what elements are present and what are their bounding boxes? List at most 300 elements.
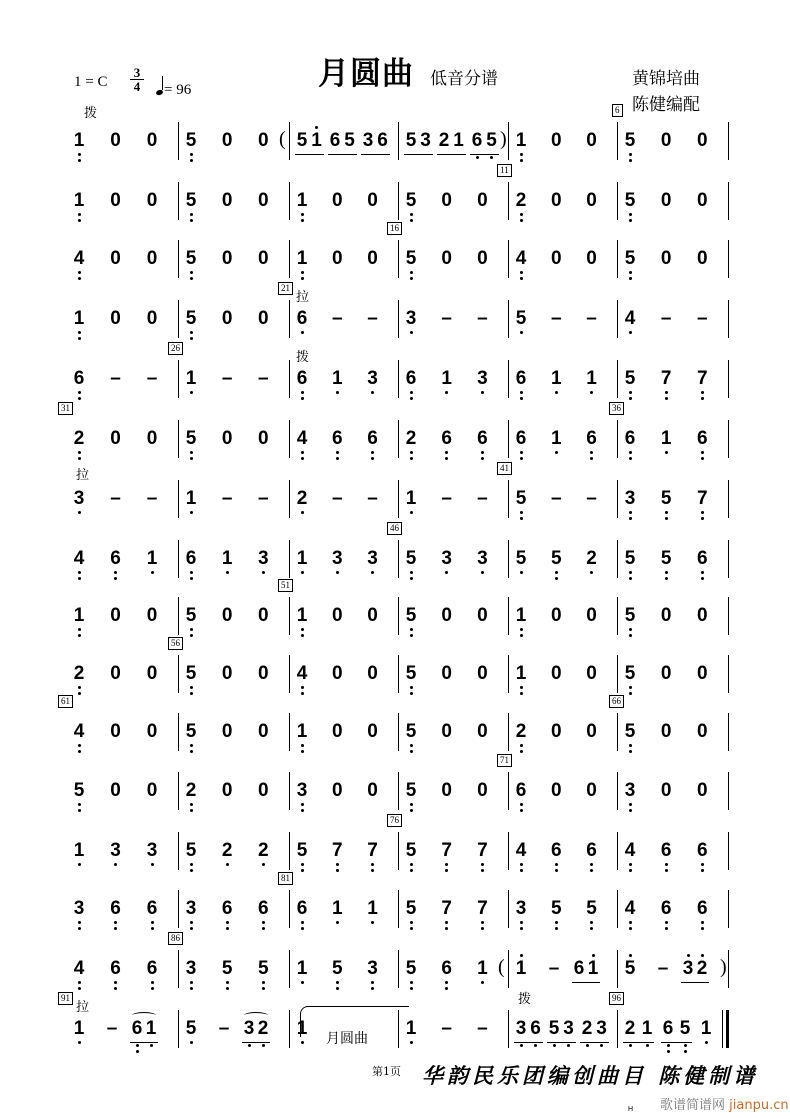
low-octave-dot [410,921,413,924]
measure-number: 6 [612,104,623,117]
open-paren: ( [498,956,505,978]
note: 6 [145,958,159,980]
note: 5 [547,1018,561,1040]
low-octave-dot [481,457,484,460]
note: 0 [696,721,708,742]
note: 6 [220,898,234,920]
low-octave-dot [301,277,304,280]
barline [398,360,399,398]
barline [728,950,729,988]
barline [508,480,509,518]
low-octave-dot [629,159,632,162]
barline [617,182,618,220]
barline [728,772,729,810]
barline [508,655,509,693]
note: 7 [475,840,489,862]
note: 6 [404,368,418,390]
note: 5 [184,190,198,212]
low-octave-dot [410,927,413,930]
low-octave-dot [520,803,523,806]
low-octave-dot [262,863,265,866]
note: 1 [514,958,528,980]
note: 2 [72,428,86,450]
note: 0 [586,663,597,684]
quarter-note-stem [162,76,163,90]
low-octave-dot [701,517,704,520]
key-signature: 1 = C [74,74,108,90]
low-octave-dot [629,511,632,514]
low-octave-dot [78,451,81,454]
low-octave-dot [520,869,523,872]
low-octave-dot [701,927,704,930]
low-octave-dot [301,219,304,222]
page-subtitle: 低音分谱 [430,69,498,89]
note: 5 [72,780,86,802]
dash-extension: – [331,488,343,509]
note: 1 [295,721,309,743]
barline [728,300,729,338]
low-octave-dot [629,1044,632,1047]
barline [289,240,290,278]
dash-extension: – [218,1018,230,1039]
note: 2 [438,130,450,151]
low-octave-dot [336,391,339,394]
eighth-beam [470,154,499,155]
note: 3 [475,548,489,570]
low-octave-dot [520,331,523,334]
note: 5 [549,898,563,920]
note: 5 [623,368,637,390]
low-octave-dot [190,271,193,274]
note: 0 [367,605,378,626]
note: 1 [184,488,198,510]
low-octave-dot [114,921,117,924]
low-octave-dot [520,511,523,514]
low-octave-dot [629,397,632,400]
bowing-marking: 拉 [296,290,310,305]
staff-row [0,638,790,715]
note: 0 [221,190,233,211]
low-octave-dot [301,457,304,460]
note: 5 [256,958,270,980]
note: 1 [699,1018,713,1040]
note: 1 [72,308,86,330]
close-paren: ) [720,956,727,978]
barline [617,1010,618,1048]
note: 1 [586,958,600,980]
dash-extension: – [221,368,233,389]
low-octave-dot [410,213,413,216]
note: 1 [72,130,86,152]
low-octave-dot [78,744,81,747]
note: 4 [72,248,86,270]
barline [728,480,729,518]
low-octave-dot [336,863,339,866]
barline [178,420,179,458]
note: 7 [440,840,454,862]
note: 0 [221,248,233,269]
note: 1 [144,1018,158,1040]
eighth-beam [328,154,357,155]
low-octave-dot [629,331,632,334]
low-octave-dot [190,451,193,454]
note: 0 [550,130,562,151]
low-octave-dot [701,921,704,924]
low-octave-dot [371,869,374,872]
barline [617,480,618,518]
low-octave-dot [665,927,668,930]
note: 0 [550,780,562,801]
low-octave-dot [336,987,339,990]
note: 6 [440,958,454,980]
low-octave-dot [190,159,193,162]
low-octave-dot [190,153,193,156]
barline [728,240,729,278]
low-octave-dot [190,577,193,580]
note: 3 [366,958,380,980]
low-octave-dot [629,634,632,637]
low-octave-dot [410,750,413,753]
low-octave-dot [262,927,265,930]
low-octave-dot [190,511,193,514]
slur [244,1012,268,1019]
note: 6 [329,130,341,151]
note: 3 [145,840,159,862]
barline [178,480,179,518]
barline [722,1010,723,1048]
low-octave-dot [629,686,632,689]
low-octave-dot [520,1044,523,1047]
measure-number: 96 [609,992,624,1005]
low-octave-dot [78,397,81,400]
low-octave-dot [190,803,193,806]
barline [289,890,290,928]
volta-label: 月圆曲 [326,1031,368,1047]
note: 0 [331,780,343,801]
note: 3 [362,130,374,151]
low-octave-dot [684,1050,687,1053]
note: 6 [377,130,388,151]
low-octave-dot [665,921,668,924]
low-octave-dot [667,1050,670,1053]
note: 6 [330,428,344,450]
low-octave-dot [226,921,229,924]
low-octave-dot [629,213,632,216]
note: 5 [220,958,234,980]
note: 0 [660,663,672,684]
low-octave-dot [136,1050,139,1053]
note: 0 [477,248,488,269]
low-octave-dot [665,863,668,866]
note: 1 [310,130,324,152]
note: 5 [585,898,599,920]
note: 4 [514,840,528,862]
low-octave-dot [336,571,339,574]
low-octave-dot [410,511,413,514]
time-signature [130,66,144,93]
low-octave-dot [629,692,632,695]
barline [508,360,509,398]
barline [508,420,509,458]
barline [617,950,618,988]
low-octave-dot [301,863,304,866]
low-octave-dot [410,391,413,394]
pizzicato-marking: 拨 [518,992,532,1007]
low-octave-dot [705,1041,708,1044]
low-octave-dot [410,331,413,334]
low-octave-dot [629,577,632,580]
barline [728,420,729,458]
barline [289,360,290,398]
low-octave-dot [151,921,154,924]
barline [398,420,399,458]
note: 1 [330,368,344,390]
note: 0 [550,605,562,626]
low-octave-dot [371,451,374,454]
note: 1 [184,368,198,390]
low-octave-dot [301,981,304,984]
note: 0 [221,663,233,684]
barline [289,713,290,751]
low-octave-dot [665,571,668,574]
barline [178,655,179,693]
low-octave-dot [301,869,304,872]
low-octave-dot [190,634,193,637]
note: 0 [586,780,597,801]
note: 6 [549,840,563,862]
note: 7 [330,840,344,862]
low-octave-dot [629,271,632,274]
note: 4 [72,958,86,980]
note: 2 [695,958,709,980]
note: 1 [72,605,86,627]
note: 3 [184,958,198,980]
note: 0 [257,308,269,329]
low-octave-dot [410,628,413,631]
low-octave-dot [301,634,304,637]
low-octave-dot [190,219,193,222]
note: 6 [145,898,159,920]
dash-extension: – [441,308,452,329]
eighth-beam [437,154,466,155]
low-octave-dot [520,686,523,689]
low-octave-dot [410,692,413,695]
low-octave-dot [262,921,265,924]
low-octave-dot [226,927,229,930]
staff-row [0,283,790,360]
low-octave-dot [490,156,493,159]
barline [508,182,509,220]
dash-extension: – [660,308,672,329]
low-octave-dot [410,686,413,689]
low-octave-dot [590,457,593,460]
barline [289,772,290,810]
note: 2 [256,1018,270,1040]
note: 7 [695,368,709,390]
barline [178,597,179,635]
note: 0 [696,190,708,211]
low-octave-dot [555,869,558,872]
note: 5 [184,428,198,450]
note: 0 [110,780,121,801]
final-barline [726,1010,729,1048]
note: 4 [623,840,637,862]
low-octave-dot [520,921,523,924]
measure-number: 71 [497,754,512,767]
barline [289,420,290,458]
note: 5 [404,663,418,685]
barline [617,772,618,810]
note: 1 [72,1018,86,1040]
note: 0 [441,721,452,742]
low-octave-dot [301,397,304,400]
note: 6 [585,840,599,862]
note: 0 [477,780,488,801]
low-octave-dot [665,511,668,514]
low-octave-dot [520,397,523,400]
barline [398,950,399,988]
low-octave-dot [445,869,448,872]
tempo-marking [156,80,191,99]
barline [617,122,618,160]
note: 3 [514,898,528,920]
low-octave-dot [78,634,81,637]
note: 3 [295,780,309,802]
measure-number: 16 [387,222,402,235]
low-octave-dot [445,927,448,930]
barline [178,950,179,988]
note: 0 [110,130,121,151]
barline [398,182,399,220]
low-octave-dot [78,331,81,334]
note: 0 [146,428,158,449]
low-octave-dot [226,863,229,866]
low-octave-dot [371,391,374,394]
low-octave-dot [301,686,304,689]
note: 3 [404,308,418,330]
low-octave-dot [301,803,304,806]
note: 6 [573,958,585,979]
tempo-value: = 96 [164,82,192,98]
low-octave-dot [481,869,484,872]
note: 0 [367,663,378,684]
staff-row [0,403,790,480]
note: 0 [696,248,708,269]
note: 1 [145,548,159,570]
note: 0 [331,721,343,742]
note: 5 [514,308,528,330]
note: 1 [295,190,309,212]
low-octave-dot [555,577,558,580]
low-octave-dot [371,457,374,460]
low-octave-dot [190,277,193,280]
note: 0 [257,190,269,211]
staff-row [0,580,790,657]
note: 0 [477,663,488,684]
composer-credit: 黄锦培曲 [632,69,700,89]
note: 3 [109,840,123,862]
barline [728,655,729,693]
note: 0 [441,248,452,269]
barline [289,540,290,578]
dash-extension: – [657,958,669,979]
low-octave-dot [78,219,81,222]
note: 1 [514,605,528,627]
eighth-beam [295,154,324,155]
note: 5 [514,488,528,510]
note: 0 [221,721,233,742]
low-octave-dot [78,277,81,280]
barline [398,655,399,693]
low-octave-dot [520,219,523,222]
note: 0 [146,780,158,801]
low-octave-dot [301,511,304,514]
note: 4 [72,548,86,570]
low-octave-dot [410,451,413,454]
barline [617,300,618,338]
low-octave-dot [555,927,558,930]
low-octave-dot [520,744,523,747]
note: 0 [550,248,562,269]
low-octave-dot [481,451,484,454]
staff-row [0,933,790,1010]
barline [508,950,509,988]
eighth-beam [661,1042,692,1043]
low-octave-dot [520,153,523,156]
low-octave-dot [520,159,523,162]
note: 1 [72,840,86,862]
dash-extension: – [110,488,121,509]
note: 2 [72,663,86,685]
low-octave-dot [78,921,81,924]
barline [728,540,729,578]
time-signature-top: 3 [130,66,144,80]
barline [728,832,729,870]
note: 0 [146,721,158,742]
low-octave-dot [410,863,413,866]
low-octave-dot [78,628,81,631]
measure-number: 76 [387,814,402,827]
note: 0 [257,605,269,626]
note: 1 [330,898,344,920]
note: 5 [514,548,528,570]
low-octave-dot [78,571,81,574]
note: 5 [678,1018,692,1040]
note: 2 [585,548,599,570]
note: 0 [696,130,708,151]
low-octave-dot [78,271,81,274]
note: 0 [550,721,562,742]
dash-extension: – [106,1018,118,1039]
barline [398,597,399,635]
dash-extension: – [477,488,488,509]
low-octave-dot [445,921,448,924]
barline [398,240,399,278]
low-octave-dot [301,331,304,334]
low-octave-dot [553,1044,556,1047]
note: 6 [295,368,309,390]
dash-extension: – [367,308,378,329]
note: 5 [404,958,418,980]
low-octave-dot [114,863,117,866]
barline [508,300,509,338]
low-octave-dot [520,634,523,637]
note: 0 [660,248,672,269]
low-octave-dot [629,921,632,924]
note: 0 [146,663,158,684]
note: 1 [295,1018,309,1040]
low-octave-dot [590,869,593,872]
